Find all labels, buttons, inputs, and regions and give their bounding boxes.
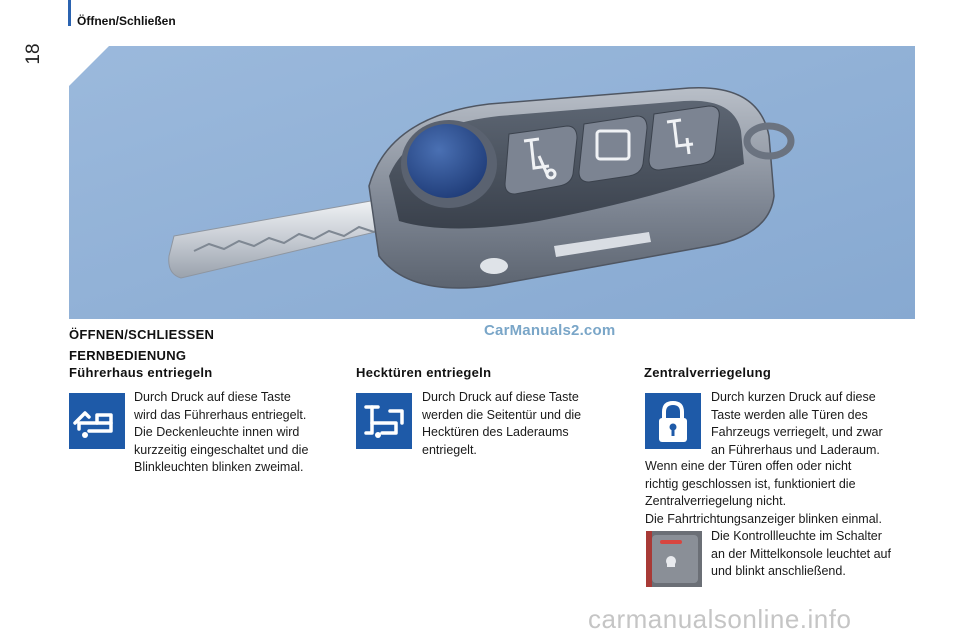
padlock-icon (645, 393, 701, 449)
cab-unlock-icon (69, 393, 125, 449)
text-line: Die Deckenleuchte innen wird (134, 425, 300, 439)
text-line: entriegelt. (422, 442, 477, 457)
text-line: Durch kurzen Druck auf diese (711, 390, 876, 404)
section-title (69, 324, 214, 366)
text-line: werden die Seitentür und die (422, 407, 582, 422)
watermark-carmanualsonline: carmanualsonline.info (588, 604, 852, 634)
central-locking-warning-text (645, 458, 915, 511)
header-accent-bar (68, 0, 71, 26)
text-line: Die Kontrollleuchte im Schalter (711, 529, 882, 543)
cab-unlock-text (134, 389, 334, 477)
text-line: und blinkt anschließend. (711, 564, 846, 578)
remote-key-illustration (69, 46, 915, 319)
heading-rear-doors-unlock: Hecktüren entriegeln (356, 365, 492, 380)
rear-doors-unlock-icon (356, 393, 412, 449)
page-header-title: Öffnen/Schließen (77, 14, 176, 28)
heading-central-locking: Zentralverriegelung (644, 365, 772, 380)
console-lock-switch-image (646, 531, 702, 587)
text-line: richtig geschlossen ist, funktioniert die (645, 476, 856, 491)
lamp-text (711, 528, 921, 581)
text-line: wird das Führerhaus entriegelt. (134, 407, 307, 422)
text-line: an der Mittelkonsole leuchtet auf (711, 546, 891, 561)
page-number: 18 (23, 43, 44, 65)
text-line: Blinkleuchten blinken zweimal. (134, 460, 304, 474)
text-line: Taste werden alle Türen des (711, 407, 868, 422)
text-line: Durch Druck auf diese Taste (134, 390, 291, 404)
heading-cab-unlock: Führerhaus entriegeln (69, 365, 213, 380)
text-line: Zentralverriegelung nicht. (645, 494, 787, 508)
text-line: Fahrzeugs verriegelt, und zwar (711, 425, 883, 439)
section-title-line2: FERNBEDIENUNG (69, 348, 187, 363)
text-line: Durch Druck auf diese Taste (422, 390, 579, 404)
rear-doors-unlock-text (422, 389, 622, 459)
watermark-carmanuals2: CarManuals2.com (484, 322, 616, 339)
text-line: kurzzeitig eingeschaltet und die (134, 442, 309, 457)
text-line: Hecktüren des Laderaums (422, 425, 569, 439)
text-line: Wenn eine der Türen offen oder nicht (645, 459, 852, 473)
indicator-flash-text: Die Fahrtrichtungsanzeiger blinken einmal. (645, 512, 882, 526)
central-locking-text (711, 389, 911, 459)
text-line: an Führerhaus und Laderaum. (711, 442, 880, 457)
section-title-line1: ÖFFNEN/SCHLIESSEN (69, 327, 215, 342)
